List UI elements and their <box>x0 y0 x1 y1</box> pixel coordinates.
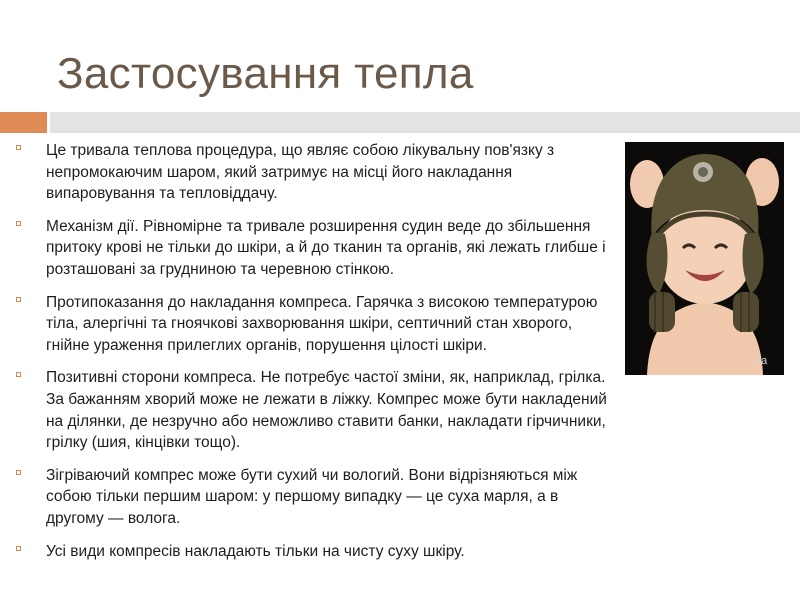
bullet-text: Зігріваючий компрес може бути сухий чи вологий. Вони відрізняються між собою тільки першим шаром: у першому випадку — це суха марля, а в другому — волога. <box>46 466 578 527</box>
bullet-item <box>16 216 614 281</box>
bullet-text: Механізм дії. Рівномірне та тривале розширення судин веде до збільшення притоку крові не тільки до шкіри, а й до тканин та органів, які лежать глибше і розташовані за грудниною та черевною стінкою. <box>46 217 606 278</box>
bullet-marker-icon <box>16 297 21 302</box>
bullet-list <box>16 140 614 573</box>
bullet-marker-icon <box>16 221 21 226</box>
bullet-marker-icon <box>16 372 21 377</box>
photo-watermark: ua <box>755 355 768 367</box>
bullet-item <box>16 465 614 530</box>
title-divider-bar <box>50 112 800 133</box>
title-accent-bar <box>0 112 47 133</box>
bullet-marker-icon <box>16 470 21 475</box>
bullet-text: Протипоказання до накладання компреса. Гарячка з високою температурою тіла, алергічні та гноячкові захворювання шкіри, септичний стан хворого, гнійне ураження прилеглих органів, порушення цілості шкіри. <box>46 293 598 354</box>
bullet-item <box>16 367 614 453</box>
bullet-marker-icon <box>16 546 21 551</box>
bullet-item <box>16 292 614 357</box>
bullet-item <box>16 541 614 563</box>
bullet-marker-icon <box>16 145 21 150</box>
baby-photo <box>625 142 784 375</box>
bullet-text: Позитивні сторони компреса. Не потребує частої зміни, як, наприклад, грілка. За бажанням хворий може не лежати в ліжку. Компрес може бути накладений на ділянки, де незручно або неможливо ставити банки, накладати гірчичники, грілку (шия, кінцівки тощо). <box>46 369 607 452</box>
baby-in-knit-hat-image <box>625 142 784 375</box>
bullet-text: Усі види компресів накладають тільки на чисту суху шкіру. <box>46 542 465 560</box>
bullet-text: Це тривала теплова процедура, що являє собою лікувальну пов'язку з непромокаючим шаром, який затримує на місці його накладання випаровування та тепловіддачу. <box>46 142 555 203</box>
bullet-item <box>16 140 614 205</box>
slide-title: Застосування тепла <box>57 49 474 98</box>
